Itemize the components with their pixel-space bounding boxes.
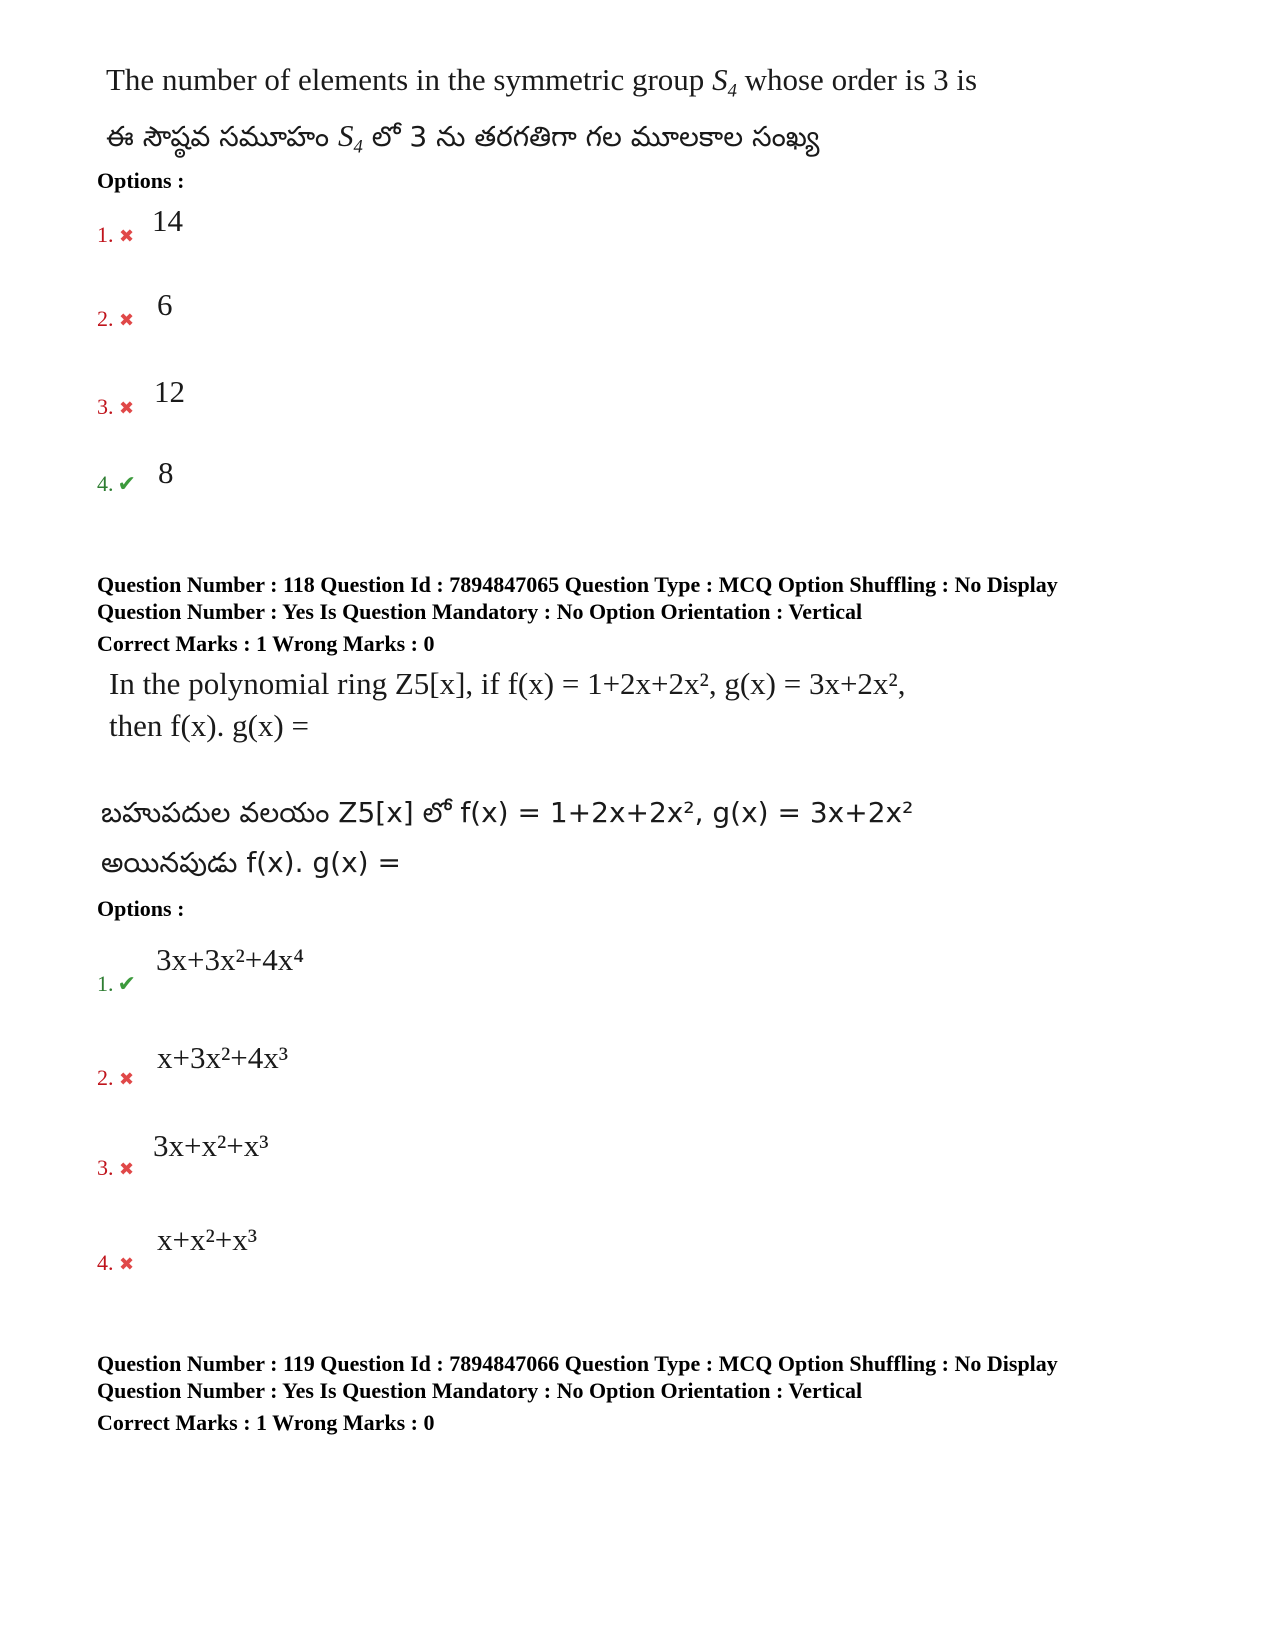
- question-text-line: In the polynomial ring Z5[x], if f(x) = 1+2x+2x², g(x) = 3x+2x²,: [109, 666, 906, 701]
- option-number: 3.: [97, 1155, 114, 1180]
- marks-line: Correct Marks : 1 Wrong Marks : 0: [97, 631, 435, 656]
- option-number: 1.: [97, 222, 114, 247]
- cross-icon: ✖: [118, 1254, 135, 1274]
- marks-line: Correct Marks : 1 Wrong Marks : 0: [97, 1410, 435, 1435]
- option-number: 4.: [97, 1250, 114, 1275]
- option-number: 3.: [97, 394, 114, 419]
- question-118-text-en: [109, 666, 905, 744]
- math-variable: S: [712, 62, 728, 97]
- cross-icon: ✖: [118, 226, 135, 246]
- cross-icon: ✖: [118, 1069, 135, 1089]
- question-119-meta: [97, 1350, 1058, 1436]
- option-item[interactable]: [97, 971, 136, 997]
- question-text-part: ఈ సౌష్ఠవ సమూహం: [106, 120, 330, 153]
- check-icon: ✔: [117, 971, 136, 996]
- cross-icon: ✖: [118, 310, 135, 330]
- option-item[interactable]: [97, 1250, 136, 1276]
- cross-icon: ✖: [118, 1159, 135, 1179]
- question-text-part: లో 3 ను తరగతిగా గల మూలకాల సంఖ్య: [371, 120, 820, 153]
- option-item[interactable]: [97, 394, 136, 420]
- options-label: Options :: [97, 168, 185, 193]
- question-text-line: అయినపుడు f(x). g(x) =: [101, 846, 401, 879]
- option-value: 3x+3x²+4x⁴: [156, 942, 305, 977]
- meta-line: Question Number : 119 Question Id : 7894847066 Question Type : MCQ Option Shuffling : No Display: [97, 1351, 1058, 1376]
- option-item[interactable]: [97, 222, 136, 248]
- option-value: 3x+x²+x³: [153, 1128, 269, 1163]
- option-number: 2.: [97, 306, 114, 331]
- question-117-text-en: [106, 62, 977, 103]
- option-number: 4.: [97, 471, 114, 496]
- question-text-part: whose order is 3 is: [744, 62, 978, 97]
- option-value: x+3x²+4x³: [157, 1040, 289, 1075]
- meta-line: Question Number : Yes Is Question Mandatory : No Option Orientation : Vertical: [97, 599, 863, 624]
- math-variable: S: [337, 118, 354, 153]
- question-text-part: The number of elements in the symmetric group: [106, 62, 705, 97]
- option-value: 14: [152, 203, 183, 238]
- cross-icon: ✖: [118, 398, 135, 418]
- option-item[interactable]: [97, 1065, 136, 1091]
- option-item[interactable]: [97, 306, 136, 332]
- option-value: 12: [154, 374, 185, 409]
- check-icon: ✔: [117, 471, 136, 496]
- question-118-text-te: [101, 796, 913, 886]
- option-value: 8: [158, 455, 174, 490]
- meta-line: Question Number : 118 Question Id : 7894847065 Question Type : MCQ Option Shuffling : No Display: [97, 572, 1058, 597]
- math-subscript: 4: [727, 80, 737, 102]
- meta-line: Question Number : Yes Is Question Mandatory : No Option Orientation : Vertical: [97, 1378, 863, 1403]
- question-117-text-te: [106, 118, 819, 160]
- options-label: Options :: [97, 896, 185, 921]
- question-text-line: బహుపదుల వలయం Z5[x] లో f(x) = 1+2x+2x², g(x) = 3x+2x²: [101, 796, 914, 829]
- option-item[interactable]: [97, 471, 136, 497]
- option-value: 6: [157, 287, 173, 322]
- option-number: 1.: [97, 971, 114, 996]
- question-118-meta: [97, 571, 1058, 657]
- math-subscript: 4: [353, 136, 363, 158]
- option-item[interactable]: [97, 1155, 136, 1181]
- option-number: 2.: [97, 1065, 114, 1090]
- question-text-line: then f(x). g(x) =: [109, 708, 309, 743]
- option-value: x+x²+x³: [157, 1222, 258, 1257]
